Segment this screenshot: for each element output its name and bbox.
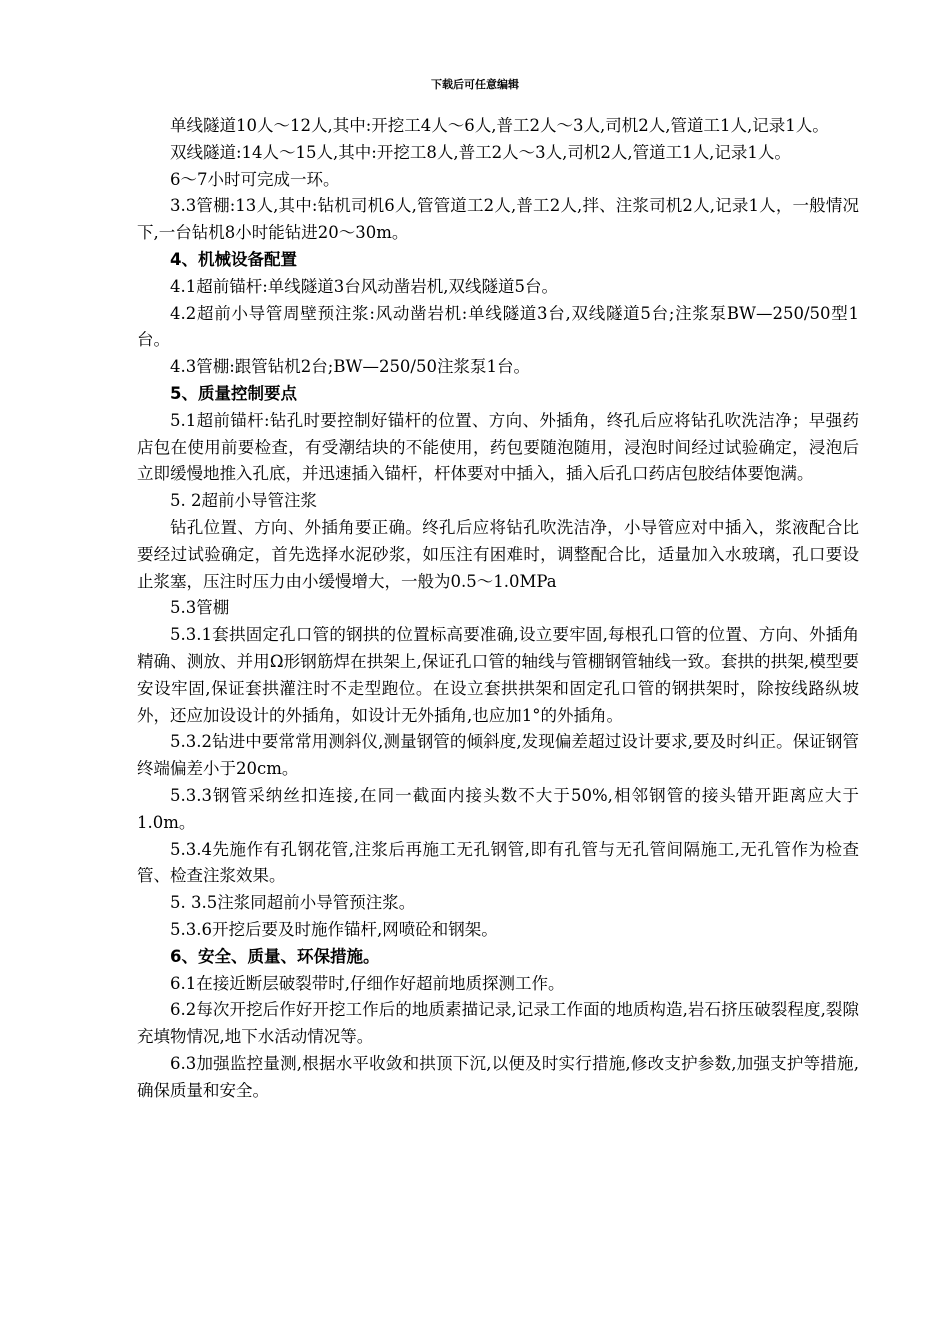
section-heading: 5、质量控制要点 xyxy=(170,383,297,403)
paragraph: 3.3管棚:13人,其中:钻机司机6人,管管道工2人,普工2人,拌、注浆司机2人,记录1人，一般情况下,一台钻机8小时能钻进20～30m。 xyxy=(137,196,859,243)
paragraph: 5. 3.5注浆同超前小导管预注浆。 xyxy=(170,893,416,913)
paragraph: 4.2超前小导管周壁预注浆:风动凿岩机:单线隧道3台,双线隧道5台;注浆泵BW—250/50型1台。 xyxy=(137,303,859,350)
paragraph: 钻孔位置、方向、外插角要正确。终孔后应将钻孔吹洗洁净，小导管应对中插入，浆液配合比要经过试验确定，首先选择水泥砂浆，如压注有困难时，调整配合比，适量加入水玻璃，孔口要设止浆塞，压注时压力由小缓慢增大，一般为0.5～1.0MPa xyxy=(137,517,859,591)
paragraph: 5.1超前锚杆:钻孔时要控制好锚杆的位置、方向、外插角，终孔后应将钻孔吹洗洁净；早强药店包在使用前要检查，有受潮结块的不能使用，药包要随泡随用，浸泡时间经过试验确定，浸泡后立即缓慢地推入孔底，并迅速插入锚杆，杆体要对中插入，插入后孔口药店包胶结体要饱满。 xyxy=(137,410,859,484)
paragraph: 单线隧道10人～12人,其中:开挖工4人～6人,普工2人～3人,司机2人,管道工1人,记录1人。 xyxy=(170,116,829,135)
paragraph: 4.1超前锚杆:单线隧道3台风动凿岩机,双线隧道5台。 xyxy=(170,276,559,296)
paragraph: 4.3管棚:跟管钻机2台;BW—250/50注浆泵1台。 xyxy=(170,357,530,377)
paragraph: 6.3加强监控量测,根据水平收敛和拱顶下沉,以便及时实行措施,修改支护参数,加强支护等措施,确保质量和安全。 xyxy=(137,1053,859,1100)
document-body xyxy=(137,113,859,1104)
paragraph: 6.1在接近断层破裂带时,仔细作好超前地质探测工作。 xyxy=(170,973,565,993)
paragraph: 5.3.2钻进中要常常用测斜仪,测量钢管的倾斜度,发现偏差超过设计要求,要及时纠正。保证钢管终端偏差小于20cm。 xyxy=(137,732,859,779)
paragraph: 5.3.6开挖后要及时施作锚杆,网喷砼和钢架。 xyxy=(170,919,498,939)
paragraph: 5.3.1套拱固定孔口管的钢拱的位置标高要准确,设立要牢固,每根孔口管的位置、方向、外插角精确、测放、并用Ω形钢筋焊在拱架上,保证孔口管的轴线与管棚钢管轴线一致。套拱的拱架,模型要安设牢固,保证套拱灌注时不走型跑位。在设立套拱拱架和固定孔口管的钢拱架时，除按线路纵坡外，还应加设设计的外插角，如设计无外插角,也应加1°的外插角。 xyxy=(137,625,859,725)
section-heading: 6、安全、质量、环保措施。 xyxy=(170,946,380,966)
paragraph: 5.3.4先施作有孔钢花管,注浆后再施工无孔钢管,即有孔管与无孔管间隔施工,无孔管作为检查管、检查注浆效果。 xyxy=(137,839,859,886)
paragraph: 6.2每次开挖后作好开挖工作后的地质素描记录,记录工作面的地质构造,岩石挤压破裂程度,裂隙充填物情况,地下水活动情况等。 xyxy=(137,1000,859,1047)
section-heading: 4、机械设备配置 xyxy=(170,249,297,269)
paragraph: 双线隧道:14人～15人,其中:开挖工8人,普工2人～3人,司机2人,管道工1人,记录1人。 xyxy=(170,142,791,162)
page-header: 下载后可任意编辑 xyxy=(431,78,519,91)
paragraph: 6～7小时可完成一环。 xyxy=(170,169,340,189)
paragraph: 5.3.3钢管采纳丝扣连接,在同一截面内接头数不大于50%,相邻钢管的接头错开距离应大于1.0m。 xyxy=(137,785,859,832)
paragraph: 5. 2超前小导管注浆 xyxy=(170,491,317,511)
paragraph: 5.3管棚 xyxy=(170,598,230,618)
